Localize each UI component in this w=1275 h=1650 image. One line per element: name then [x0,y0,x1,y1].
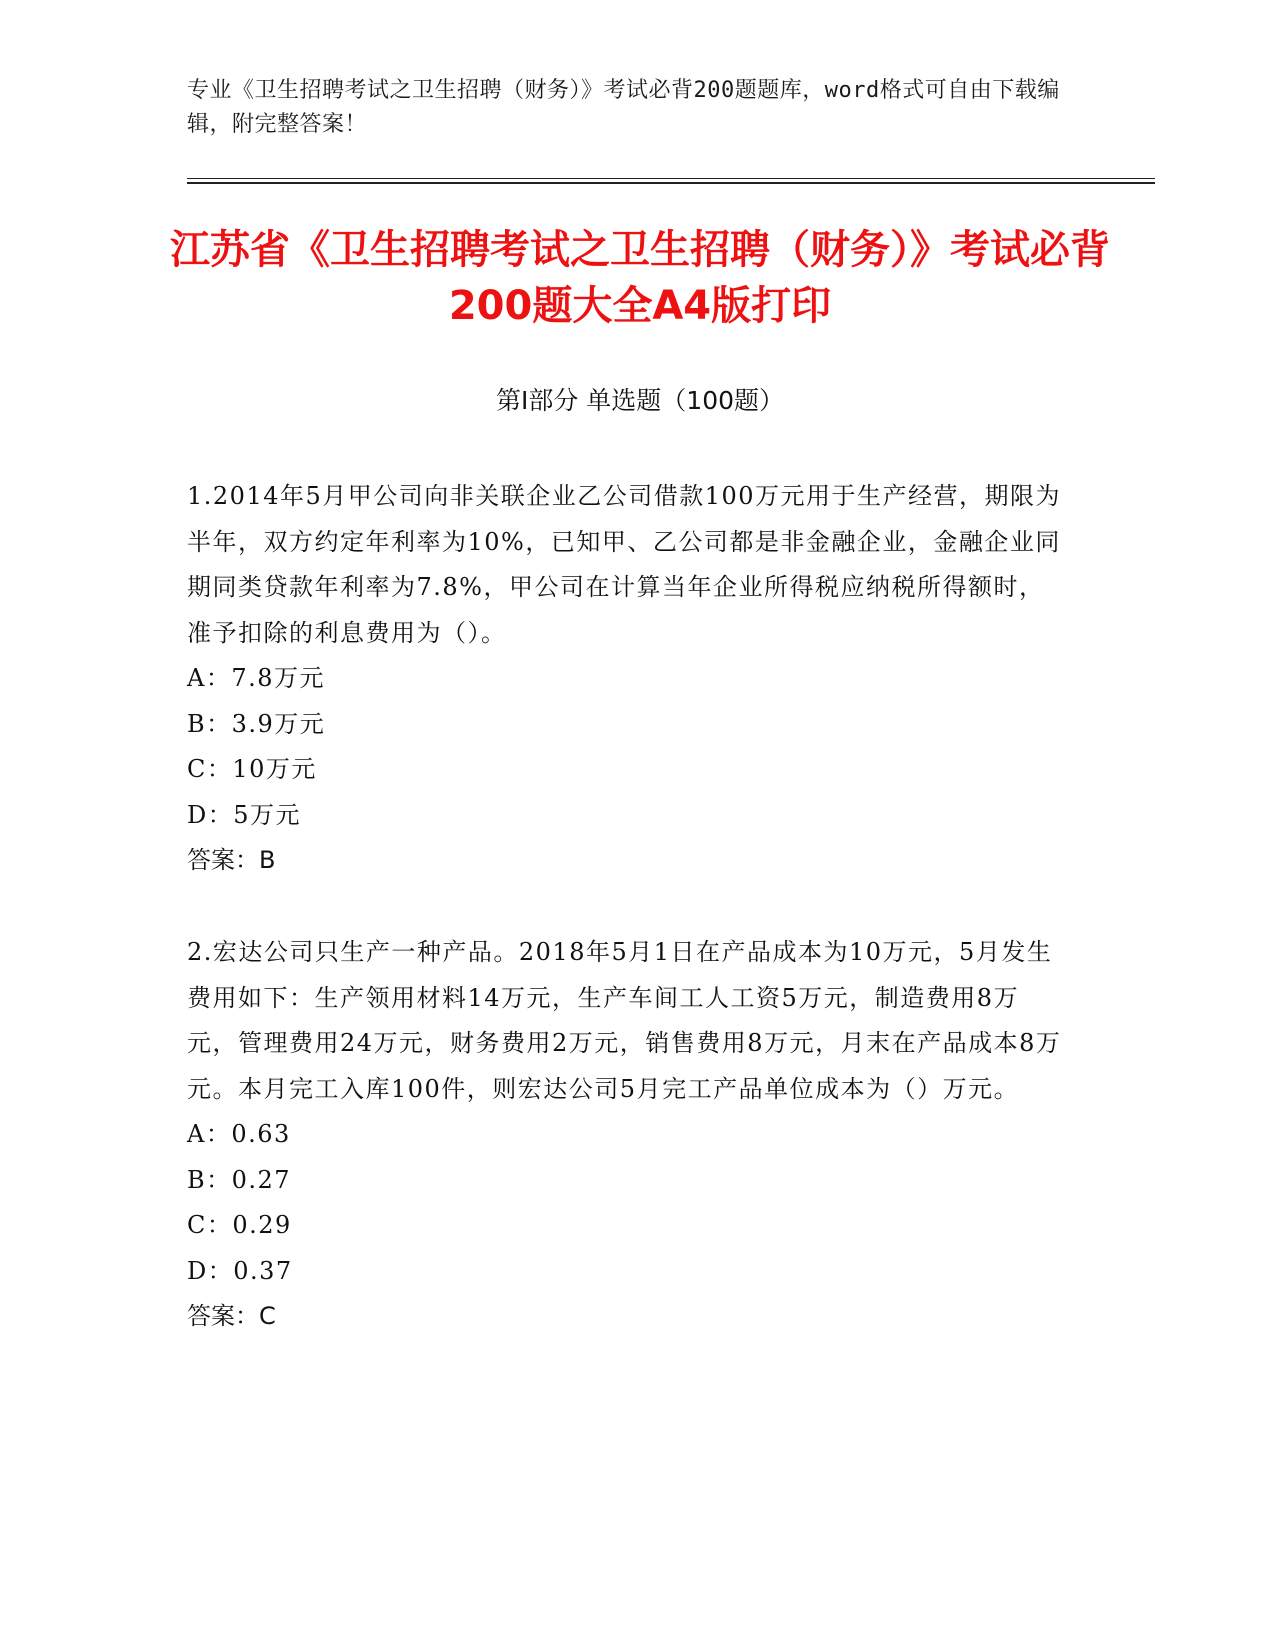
answer-line: 答案：C [187,1302,276,1330]
answer-line: 答案：B [187,846,276,874]
question-stem: 2.宏达公司只生产一种产品。2018年5月1日在产品成本为10万元，5月发生费用如下：生产领用材料14万元，生产车间工人工资5万元，制造费用8万元，管理费用24万元，财务费用2万元，销售费用8万元，月末在产品成本8万元。本月完工入库100件，则宏达公司5月完工产品单位成本为（）万元。 [187,938,1062,1103]
option-c: C：0.29 [187,1211,292,1239]
option-d: D：0.37 [187,1256,293,1285]
option-b: B：3.9万元 [187,709,326,738]
question-stem: 1.2014年5月甲公司向非关联企业乙公司借款100万元用于生产经营，期限为半年，双方约定年利率为10%，已知甲、乙公司都是非金融企业，金融企业同期同类贷款年利率为7.8%，甲公司在计算当年企业所得税应纳税所得额时，准予扣除的利息费用为（）。 [187,482,1062,647]
question-1 [187,474,1067,884]
option-b: B：0.27 [187,1165,292,1194]
section-title: 第Ⅰ部分 单选题（100题） [495,386,785,415]
header-note: 专业《卫生招聘考试之卫生招聘（财务）》考试必背200题题库，word格式可自由下载编辑，附完整答案！ [187,78,1060,137]
header-divider-thin [187,178,1155,179]
option-a: A：7.8万元 [187,664,325,692]
option-c: C：10万元 [187,755,317,783]
header-divider-thick [187,182,1155,184]
document-title: 江苏省《卫生招聘考试之卫生招聘（财务）》考试必背200题大全A4版打印 [170,227,1110,329]
question-2 [187,930,1067,1340]
option-d: D：5万元 [187,800,302,829]
option-a: A：0.63 [187,1120,291,1148]
